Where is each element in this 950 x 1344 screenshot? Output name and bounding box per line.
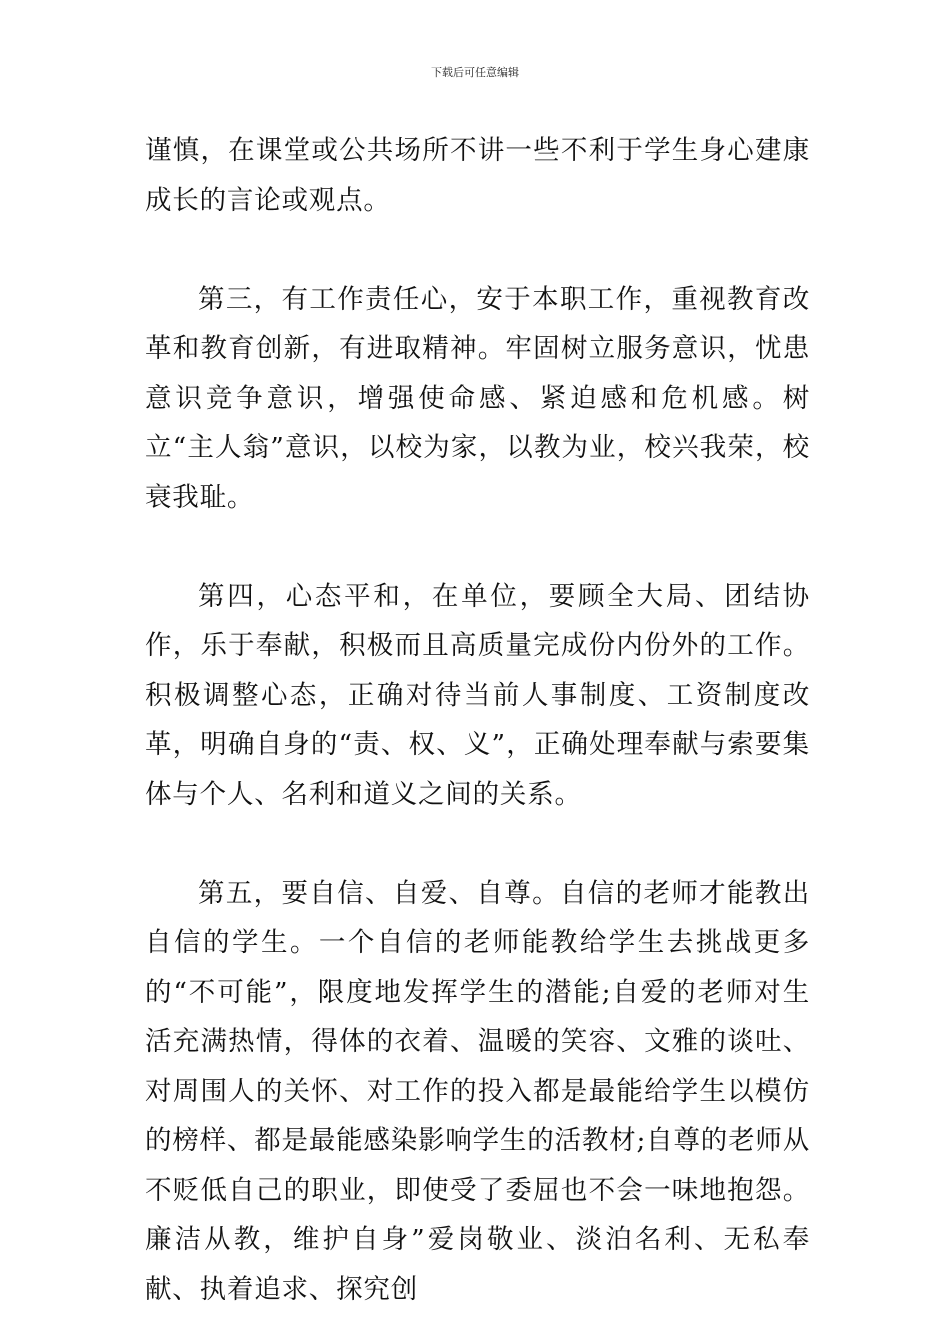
- document-body: [145, 126, 810, 1314]
- page-header: 下载后可任意编辑: [431, 66, 519, 79]
- paragraph-fifth: 第五，要自信、自爱、自尊。自信的老师才能教出自信的学生。一个自信的老师能教给学生去挑战更多的“不可能”，限度地发挥学生的潜能;自爱的老师对生活充满热情，得体的衣着、温暖的笑容、文雅的谈吐、对周围人的关怀、对工作的投入都是最能给学生以模仿的榜样、都是最能感染影响学生的活教材;自尊的老师从不贬低自己的职业，即使受了委屈也不会一味地抱怨。廉洁从教，维护自身”爱岗敬业、淡泊名利、无私奉献、执着追求、探究创: [145, 877, 810, 1305]
- paragraph-continuation: 谨慎，在课堂或公共场所不讲一些不利于学生身心建康成长的言论或观点。: [145, 135, 810, 216]
- paragraph-third: 第三，有工作责任心，安于本职工作，重视教育改革和教育创新，有进取精神。牢固树立服务意识，忧患意识竞争意识，增强使命感、紧迫感和危机感。树立“主人翁”意识，以校为家，以教为业，校兴我荣，校衰我耻。: [145, 283, 810, 513]
- paragraph-fourth: 第四，心态平和，在单位，要顾全大局、团结协作，乐于奉献，积极而且高质量完成份内份外的工作。积极调整心态，正确对待当前人事制度、工资制度改革，明确自身的“责、权、义”，正确处理奉献与索要集体与个人、名利和道义之间的关系。: [145, 580, 810, 810]
